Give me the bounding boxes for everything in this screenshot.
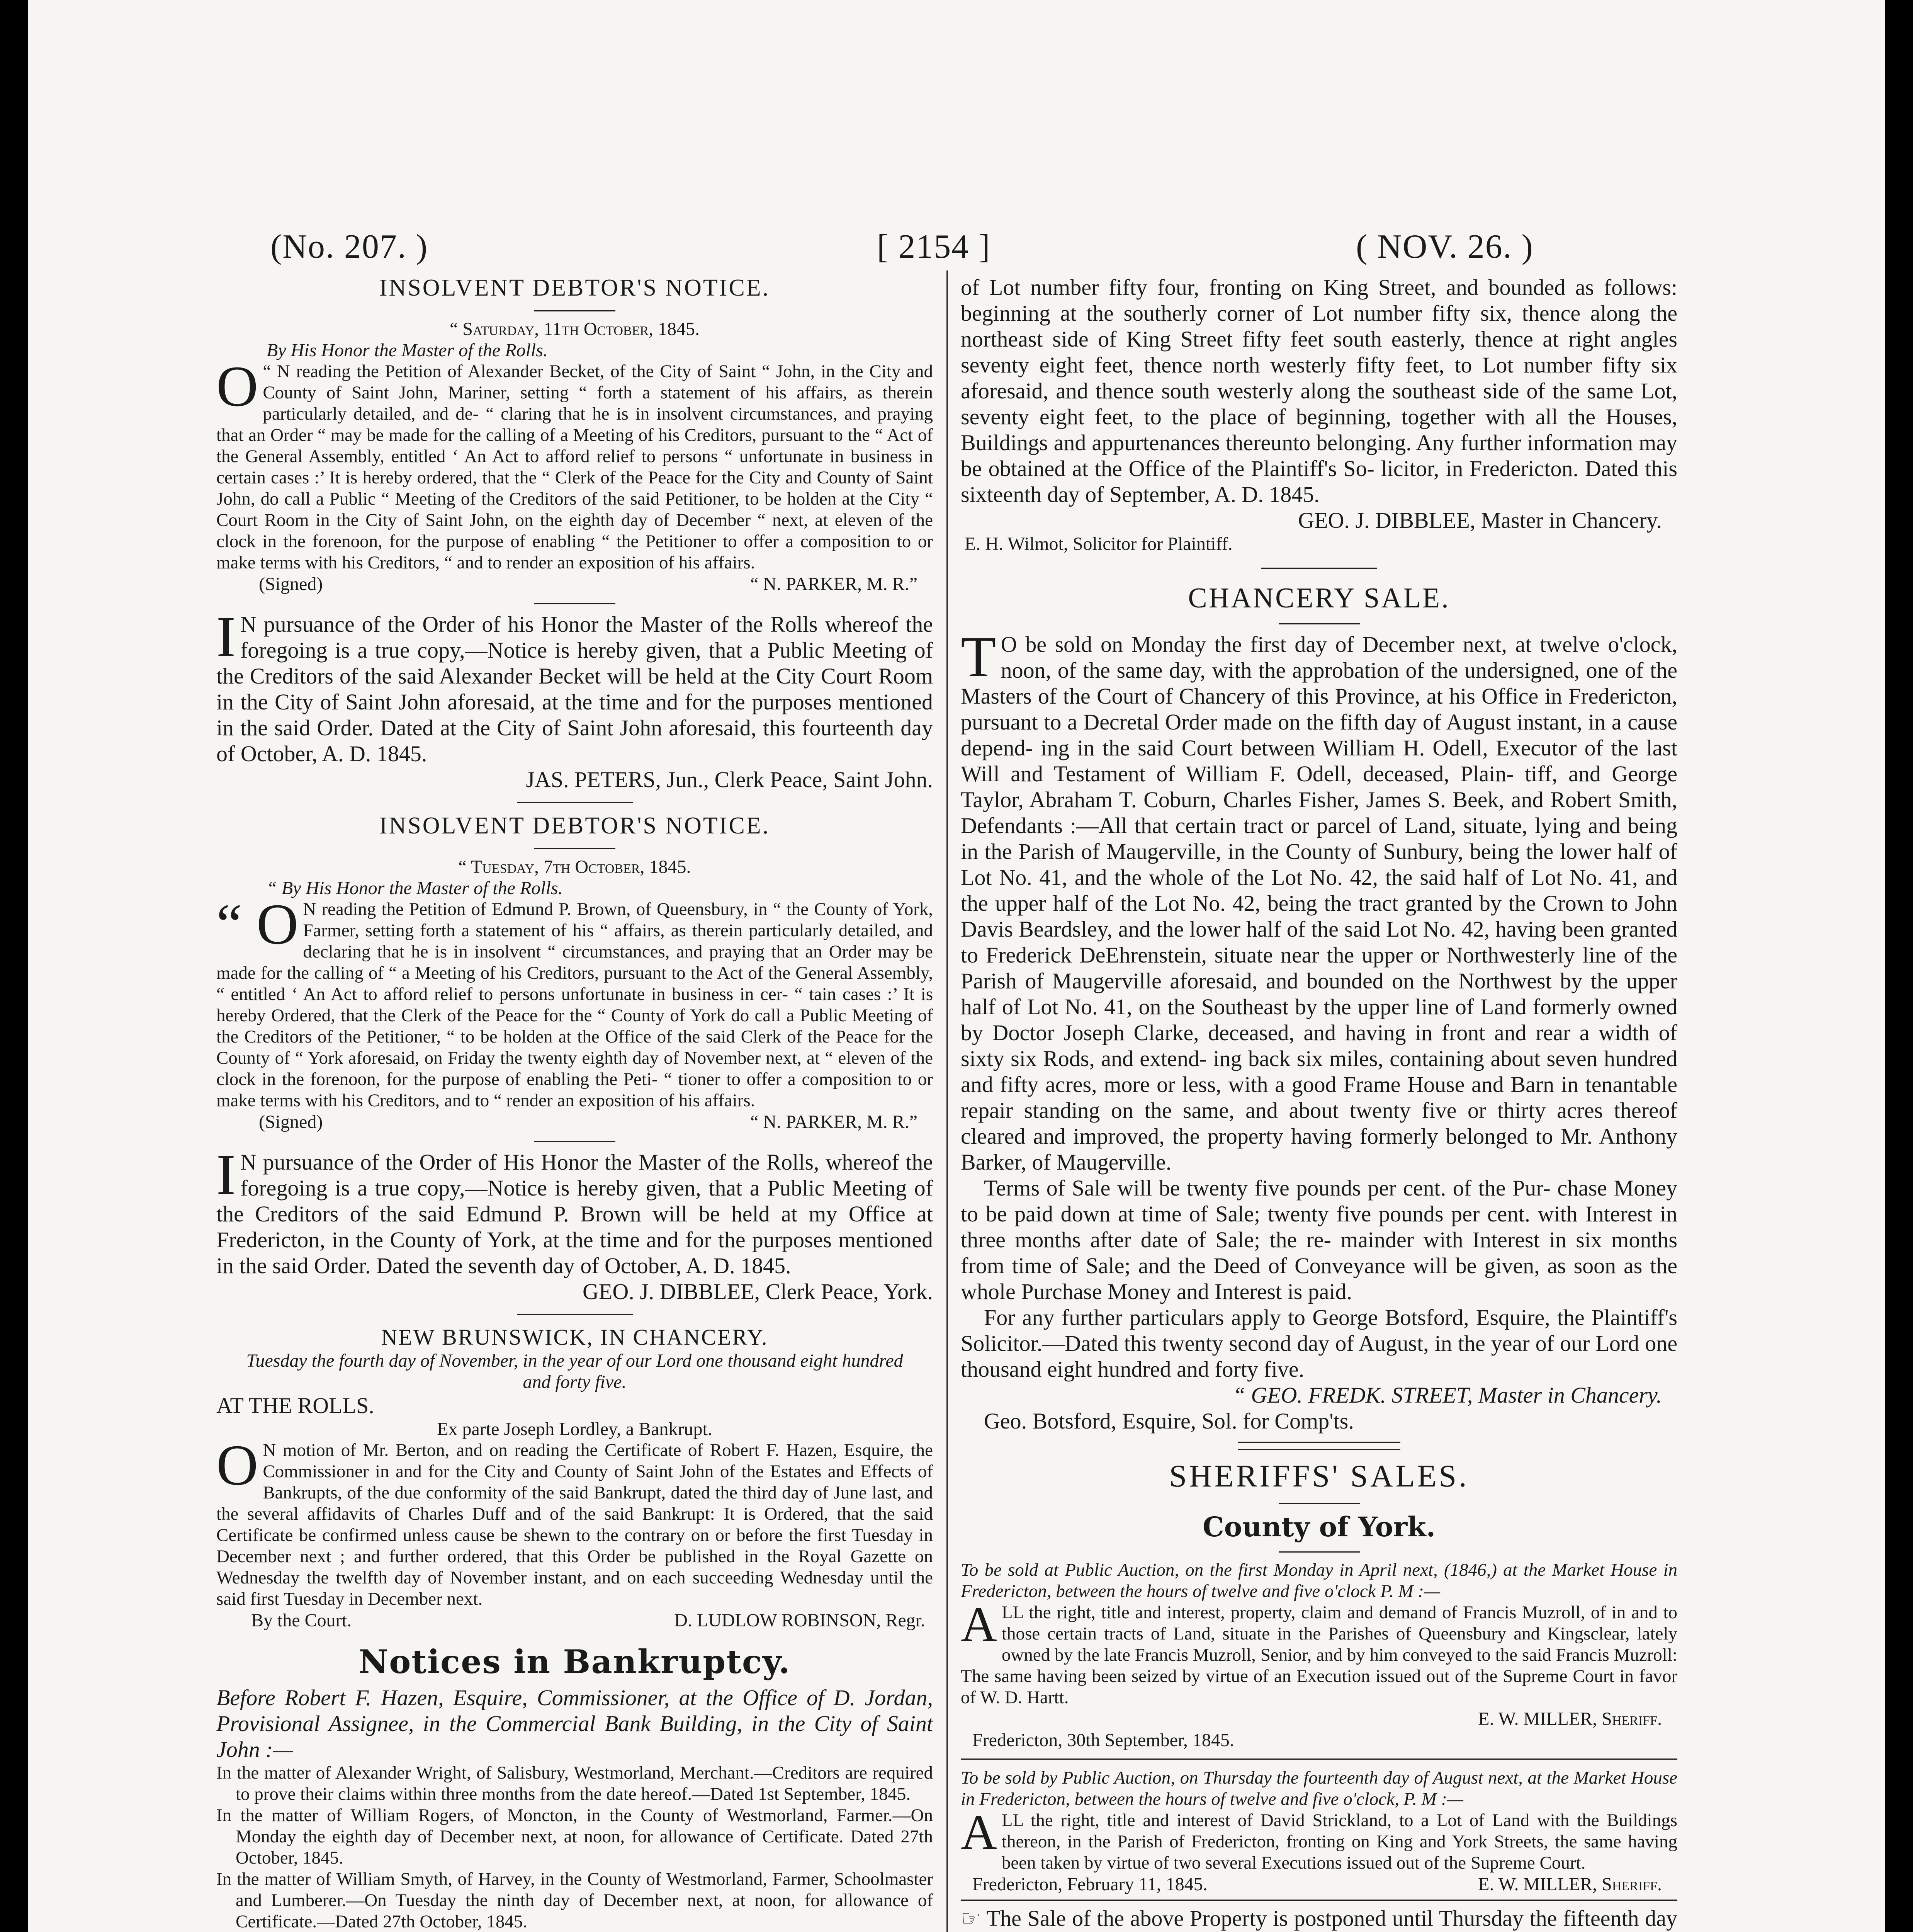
sale-heading: To be sold at Public Auction, on the first Monday in April next, (1846,) at the Market House in Fredericton, between the hours of twelve and five o'clock P. M :—: [961, 1560, 1677, 1601]
signer-name: “ N. PARKER, M. R.”: [750, 574, 917, 594]
left-column: [216, 274, 933, 1932]
notice-byline: By His Honor the Master of the Rolls.: [267, 340, 548, 361]
notice-title: INSOLVENT DEBTOR'S NOTICE.: [379, 813, 770, 839]
signature-line: [216, 1111, 933, 1133]
signed-label: (Signed): [259, 1112, 323, 1132]
registrar-signature: D. LUDLOW ROBINSON, Regr.: [674, 1610, 925, 1631]
list-item: In the matter of Alexander Wright, of Salisbury, Westmorland, Merchant.—Creditors are required to prove their claims within three months from the date hereof.—Dated 1st September, 1845.: [216, 1763, 933, 1804]
column-divider: [946, 270, 948, 1932]
sheriff-signature: E. W. MILLER, Sheriff.: [1478, 1874, 1662, 1895]
divider: [1279, 1503, 1360, 1504]
sale-date: Fredericton, February 11, 1845.: [972, 1874, 1208, 1895]
court-label: AT THE ROLLS.: [216, 1393, 374, 1418]
issue-number: (No. 207. ): [270, 228, 428, 265]
right-column: [961, 274, 1677, 1932]
order-text: N motion of Mr. Berton, and on reading the Certificate of Robert F. Hazen, Esquire, the Commissioner in and for the City and County of Saint John of the Estates and Effects of Bankrupts, of the due conformity of the said Bankrupt, dated the third day of June last, and the several affidavits of Charles Duff and of the said Bankrupt: It is Ordered, that the said Certificate be confirmed unless cause be shewn to the contrary on or before the first Tuesday in December next ; and further ordered, that this Order be published in the Royal Gazette on Wednesday the twelfth day of November instant, and on each succeeding Wednesday until the said first Tuesday in December next.: [216, 1440, 933, 1609]
petition-text: N reading the Petition of Edmund P. Brown, of Queensbury, in “ the County of York, Farmer, setting forth a statement of his “ affairs, as therein particularly detailed, and declaring that he is in insolvent “ circumstances, and praying that an Order may be made for the calling of “ a Meeting of his Creditors, pursuant to the Act of the General Assembly, “ entitled ‘ An Act to afford relief to persons unfortunate in business in cer- “ tain cases :’ It is hereby Ordered, that the Clerk of the Peace for the “ County of York do call a Public Meeting of the Creditors of the Petitioner, “ to be holden at the Office of the said Clerk of the Peace for the County of “ York aforesaid, on Friday the twenty eighth day of November next, at “ eleven of the clock in the forenoon, for the purpose of enabling the Peti- “ tioner to offer a composition to or make terms with his Creditors, and to “ render an exposition of his affairs.: [216, 899, 933, 1111]
signature-line: [216, 573, 933, 595]
sheriffs-sales: [961, 1458, 1677, 1932]
signature-line: [961, 1874, 1677, 1895]
insolvent-notice-brown: [216, 812, 933, 1304]
issue-date: ( NOV. 26. ): [1356, 228, 1534, 265]
list-item: In the matter of William Rogers, of Moncton, in the County of Westmorland, Farmer.—On Monday the eighth day of December next, at noon, for allowance of Certificate. Dated 27th October, 1845.: [216, 1805, 933, 1868]
sale-text: LL the right, title and interest, property, claim and demand of Francis Muzroll, of in and to those certain tracts of Land, situate in the Parishes of Queensbury and Kingsclear, lately owned by the late Francis Muzroll, Senior, and by him conveyed to the said Francis Muzroll: The same having been seized by virtue of an Execution issued out of the Supreme Court in favor of W. D. Hartt.: [961, 1602, 1677, 1708]
list-item: In the matter of William Smyth, of Harvey, in the County of Westmorland, Farmer, Schoolmaster and Lumberer.—On Tuesday the ninth day of December next, at noon, for allowance of Certificate.—Dated 27th October, 1845.: [216, 1869, 933, 1932]
drop-cap: “ O: [216, 892, 299, 956]
divider: [534, 310, 615, 311]
notice-title: NEW BRUNSWICK, IN CHANCERY.: [381, 1325, 768, 1350]
section-title: Notices in Bankruptcy.: [358, 1643, 791, 1681]
sale-text: O be sold on Monday the first day of December next, at twelve o'clock, noon, of the same day, with the approbation of the undersigned, one of the Masters of the Court of Chancery of this Province, at his Office in Fredericton, pursuant to a Decretal Order made on the fifth day of August instant, in a cause depend- ing in the said Court between William H. Odell, Executor of the last Will and Testament of William F. Odell, deceased, Plain- tiff, and George Taylor, Abraham T. Coburn, Charles Fisher, James S. Beek, and Robert Smith, Defendants :—All that certain tract or parcel of Land, situate, lying and being in the Parish of Maugerville, in the County of Sunbury, being the lower half of Lot No. 41, and the whole of the Lot No. 42, the said half of Lot No. 41, and the upper half of the Lot No. 42, being the tract granted by the Crown to John Davis Beardsley, and the lower half of the said Lot No. 42, having been granted to Frederick DeEhrenstein, situate near the upper or Northwesterly line of the Parish of Maugerville aforesaid, and bounded on the Northwest by the upper half of Lot No. 41, on the Southeast by the upper line of Land formerly owned by Doctor Joseph Clarke, deceased, and having in front and rear a width of sixty six Rods, and extend- ing back six miles, containing about seven hundred and fifty acres, more or less, with a good Frame House and Barn in tenantable repair standing on the same, and about twenty five or thirty acres thereof cleared and improved, the property having formerly belonged to Mr. Anthony Barker, of Maugerville.: [961, 632, 1677, 1175]
divider: [1261, 568, 1377, 569]
sale-text: LL the right, title and interest of David Strickland, to a Lot of Land with the Buildings thereon, in the Parish of Fredericton, fronting on King and York Streets, the same having been taken by virtue of two several Executions issued out of the Supreme Court.: [1001, 1810, 1677, 1873]
clerk-signature: GEO. J. DIBBLEE, Clerk Peace, York.: [583, 1279, 933, 1304]
divider: [961, 1900, 1677, 1901]
notice-text: N pursuance of the Order of his Honor the Master of the Rolls whereof the foregoing is a true copy,—Notice is hereby given, that a Public Meeting of the Creditors of the said Alexander Becket will be held at the City Court Room in the City of Saint John aforesaid, at the time and for the purposes mentioned in the said Order. Dated at the City of Saint John aforesaid, this fourteenth day of October, A. D. 1845.: [216, 612, 933, 766]
terms-text: Terms of Sale will be twenty five pounds per cent. of the Pur- chase Money to be paid down at time of Sale; twenty five pounds per cent. with Interest in three months after date of Sale; the re- mainder with Interest in six months from time of Sale; and the Deed of Conveyance will be given, as soon as the whole Purchase Money and Interest is paid.: [961, 1175, 1677, 1304]
insolvent-notice-becket: [216, 274, 933, 793]
solicitor-signature: E. H. Wilmot, Solicitor for Plaintiff.: [965, 534, 1233, 554]
divider: [534, 603, 615, 604]
divider: [534, 848, 615, 849]
double-rule: [1238, 1442, 1400, 1450]
bankruptcy-notices: [216, 1643, 933, 1932]
section-title: SHERIFFS' SALES.: [1169, 1458, 1469, 1493]
notice-byline: “ By His Honor the Master of the Rolls.: [267, 878, 563, 898]
petition-text: “ N reading the Petition of Alexander Becket, of the City of Saint “ John, in the City and County of Saint John, Mariner, setting “ forth a statement of his affairs, as therein particularly detailed, and de- “ claring that he is in insolvent circumstances, and praying that an Order “ may be made for the calling of a Meeting of his Creditors, pursuant to the “ Act of the General Assembly, entitled ‘ An Act to afford relief to persons “ unfortunate in business in certain cases :’ It is hereby ordered, that the “ Clerk of the Peace for the City and County of Saint John, do call a Public “ Meeting of the Creditors of the said Petitioner, to be holden at the City “ Court Room in the City of Saint John, on the eighth day of December “ next, at eleven of the clock in the forenoon, for the purpose of enabling “ the Petitioner to offer a composition to or make terms with his Creditors, “ and to render an exposition of his affairs.: [216, 361, 933, 573]
divider: [534, 1141, 615, 1142]
sale-date: Fredericton, 30th September, 1845.: [972, 1730, 1234, 1750]
chancery-bankrupt-order: [216, 1324, 933, 1631]
further-text: For any further particulars apply to George Botsford, Esquire, the Plaintiff's Solicitor.—Dated this twenty second day of August, in the year of our Lord one thousand eight hundred and forty five.: [961, 1305, 1677, 1382]
drop-cap: O: [216, 354, 258, 418]
notice-subtitle: Tuesday the fourth day of November, in the year of our Lord one thousand eight hundred and forty five.: [246, 1350, 903, 1392]
notice-title: CHANCERY SALE.: [1188, 582, 1450, 614]
postponement-note: ☞ The Sale of the above Property is postponed until Thursday the fifteenth day: [961, 1906, 1677, 1931]
page-number: [ 2154 ]: [877, 228, 991, 265]
drop-cap: O: [216, 1433, 258, 1497]
master-signature: “ GEO. FREDK. STREET, Master in Chancery.: [1233, 1383, 1662, 1408]
drop-cap: A: [961, 1597, 997, 1652]
bankruptcy-intro: Before Robert F. Hazen, Esquire, Commissioner, at the Office of D. Jordan, Provisional Assignee, in the Commercial Bank Building, in the City of Saint John :—: [216, 1685, 933, 1762]
divider: [517, 802, 633, 803]
case-name: Ex parte Joseph Lordley, a Bankrupt.: [437, 1419, 712, 1439]
county-heading: County of York.: [1202, 1511, 1436, 1543]
by-court-label: By the Court.: [251, 1610, 352, 1631]
solicitor-signature: Geo. Botsford, Esquire, Sol. for Comp'ts.: [984, 1408, 1354, 1434]
divider: [517, 1314, 633, 1315]
divider: [1279, 623, 1360, 624]
chancery-sale-odell: [961, 582, 1677, 1434]
sheriff-signature: E. W. MILLER, Sheriff.: [1478, 1709, 1662, 1729]
divider: [961, 1759, 1677, 1760]
sale-heading: To be sold by Public Auction, on Thursday the fourteenth day of August next, at the Market House in Fredericton, between the hours of twelve and five o'clock, P. M :—: [961, 1768, 1677, 1809]
signature-line: [216, 1610, 933, 1631]
drop-cap: I: [216, 605, 236, 669]
clerk-signature: JAS. PETERS, Jun., Clerk Peace, Saint John.: [526, 767, 933, 792]
notice-dateline: “ Saturday, 11th October, 1845.: [449, 319, 700, 339]
signer-name: “ N. PARKER, M. R.”: [750, 1112, 917, 1132]
divider: [1279, 1551, 1360, 1553]
notice-dateline: “ Tuesday, 7th October, 1845.: [458, 857, 691, 877]
drop-cap: I: [216, 1143, 236, 1207]
master-signature: GEO. J. DIBBLEE, Master in Chancery.: [1298, 508, 1662, 533]
drop-cap: A: [961, 1804, 997, 1860]
continued-text: of Lot number fifty four, fronting on King Street, and bounded as follows: beginning at the southerly corner of Lot number fifty six, thence along the northeast side of King Street fifty feet south easterly, thence at right angles seventy eight feet, thence north westerly fifty feet, to Lot number fifty six aforesaid, and thence south westerly along the southeast side of the same Lot, seventy eight feet, to the place of beginning, together with all the Houses, Buildings and appurtenances thereunto belonging. Any further information may be obtained at the Office of the Plaintiff's So- licitor, in Fredericton. Dated this sixteenth day of September, A. D. 1845.: [961, 275, 1677, 507]
notice-text: N pursuance of the Order of His Honor the Master of the Rolls, whereof the foregoing is a true copy,—Notice is hereby given, that a Public Meeting of the Creditors of the said Edmund P. Brown will be held at my Office at Fredericton, in the County of York, at the time and for the purposes mentioned in the said Order. Dated the seventh day of October, A. D. 1845.: [216, 1150, 933, 1278]
signed-label: (Signed): [259, 574, 323, 594]
notice-title: INSOLVENT DEBTOR'S NOTICE.: [379, 275, 770, 301]
drop-cap: T: [961, 625, 996, 689]
